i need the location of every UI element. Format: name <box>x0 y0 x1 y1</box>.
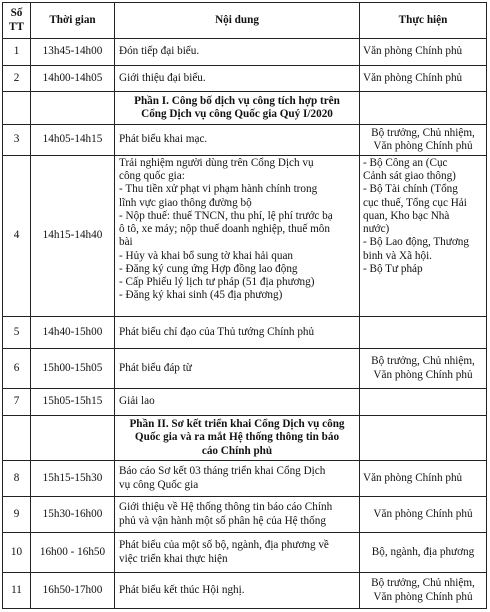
table-row <box>3 497 487 533</box>
table-row <box>3 39 487 66</box>
row-content: Phát biểu của một số bộ, ngành, địa phương về việc triển khai thực hiện <box>115 533 360 573</box>
row-time: 16h00 - 16h50 <box>31 533 115 573</box>
row-time: 14h15-14h40 <box>31 156 115 317</box>
header-content: Nội dung <box>115 3 360 39</box>
row-stt: 4 <box>3 156 31 317</box>
header-row <box>3 3 487 39</box>
section-spacer <box>31 92 115 125</box>
row-exec: Văn phòng Chính phủ <box>360 39 487 66</box>
section-spacer <box>3 416 31 461</box>
row-time: 14h00-14h05 <box>31 66 115 92</box>
row-stt: 6 <box>3 349 31 389</box>
section-title: Phần I. Công bố dịch vụ công tích hợp trên Cổng Dịch vụ công Quốc gia Quý I/2020 <box>115 92 360 125</box>
row-content: Giải lao <box>115 389 360 416</box>
row-stt: 1 <box>3 39 31 66</box>
row-stt: 9 <box>3 497 31 533</box>
row-content: Đón tiếp đại biểu. <box>115 39 360 66</box>
row-exec: Bộ trưởng, Chủ nhiệm, Văn phòng Chính phủ <box>360 573 487 609</box>
agenda-document <box>2 2 486 608</box>
table-row <box>3 317 487 349</box>
section-row <box>3 416 487 461</box>
row-exec: Bộ, ngành, địa phương <box>360 533 487 573</box>
row-content: Phát biểu kết thúc Hội nghị. <box>115 573 360 609</box>
row-stt: 2 <box>3 66 31 92</box>
row-exec: Văn phòng Chính phủ <box>360 497 487 533</box>
section-row <box>3 92 487 125</box>
table-row <box>3 533 487 573</box>
section-spacer <box>360 92 487 125</box>
section-spacer <box>360 416 487 461</box>
agenda-table <box>2 2 487 609</box>
table-row <box>3 573 487 609</box>
row-exec <box>360 317 487 349</box>
row-content: Báo cáo Sơ kết 03 tháng triển khai Cổng Dịch vụ công Quốc gia <box>115 461 360 497</box>
row-stt: 11 <box>3 573 31 609</box>
row-exec: - Bộ Công an (Cục Cảnh sát giao thông) - Bộ Tài chính (Tổng cục thuế, Tổng cục Hải quan, Kho bạc Nhà nước) - Bộ Lao động, Thương binh và Xã hội. - Bộ Tư pháp <box>360 156 487 317</box>
table-row <box>3 389 487 416</box>
table-row <box>3 156 487 317</box>
header-stt: Số TT <box>3 3 31 39</box>
row-stt: 3 <box>3 125 31 156</box>
row-exec: Bộ trưởng, Chủ nhiệm, Văn phòng Chính phủ <box>360 349 487 389</box>
header-exec: Thực hiện <box>360 3 487 39</box>
row-content: Trải nghiệm người dùng trên Cổng Dịch vụ công quốc gia: - Thu tiền xử phạt vi phạm hành chính trong lĩnh vực giao thông đường bộ - Nộp thuế: thuế TNCN, thu phí, lệ phí trước bạ ô tô, xe máy; nộp thuế doanh nghiệp, thuế môn bài - Hủy và khai bổ sung tờ khai hải quan - Đăng ký cung ứng Hợp đồng lao động - Cấp Phiếu lý lịch tư pháp (51 địa phương) - Đăng ký khai sinh (45 địa phương) <box>115 156 360 317</box>
section-spacer <box>3 92 31 125</box>
row-content: Phát biểu khai mạc. <box>115 125 360 156</box>
row-content: Giới thiệu về Hệ thống thông tin báo cáo Chính phủ và vận hành một số phân hệ của Hệ thống <box>115 497 360 533</box>
table-row <box>3 349 487 389</box>
row-stt: 5 <box>3 317 31 349</box>
row-time: 15h15-15h30 <box>31 461 115 497</box>
table-row <box>3 461 487 497</box>
row-content: Giới thiệu đại biểu. <box>115 66 360 92</box>
row-time: 13h45-14h00 <box>31 39 115 66</box>
row-exec: Bộ trưởng, Chủ nhiệm, Văn phòng Chính phủ <box>360 125 487 156</box>
row-stt: 8 <box>3 461 31 497</box>
row-stt: 10 <box>3 533 31 573</box>
row-time: 14h05-14h15 <box>31 125 115 156</box>
row-time: 15h30-16h00 <box>31 497 115 533</box>
row-content: Phát biểu đáp từ <box>115 349 360 389</box>
row-exec <box>360 389 487 416</box>
row-content: Phát biểu chỉ đạo của Thủ tướng Chính phủ <box>115 317 360 349</box>
table-row <box>3 125 487 156</box>
row-exec: Văn phòng Chính phủ <box>360 66 487 92</box>
table-row <box>3 66 487 92</box>
row-time: 15h05-15h15 <box>31 389 115 416</box>
section-spacer <box>31 416 115 461</box>
row-time: 16h50-17h00 <box>31 573 115 609</box>
row-time: 14h40-15h00 <box>31 317 115 349</box>
header-time: Thời gian <box>31 3 115 39</box>
section-title: Phần II. Sơ kết triển khai Cổng Dịch vụ công Quốc gia và ra mắt Hệ thống thông tin báo cáo Chính phủ <box>115 416 360 461</box>
row-exec: Văn phòng Chính phủ <box>360 461 487 497</box>
row-stt: 7 <box>3 389 31 416</box>
row-time: 15h00-15h05 <box>31 349 115 389</box>
